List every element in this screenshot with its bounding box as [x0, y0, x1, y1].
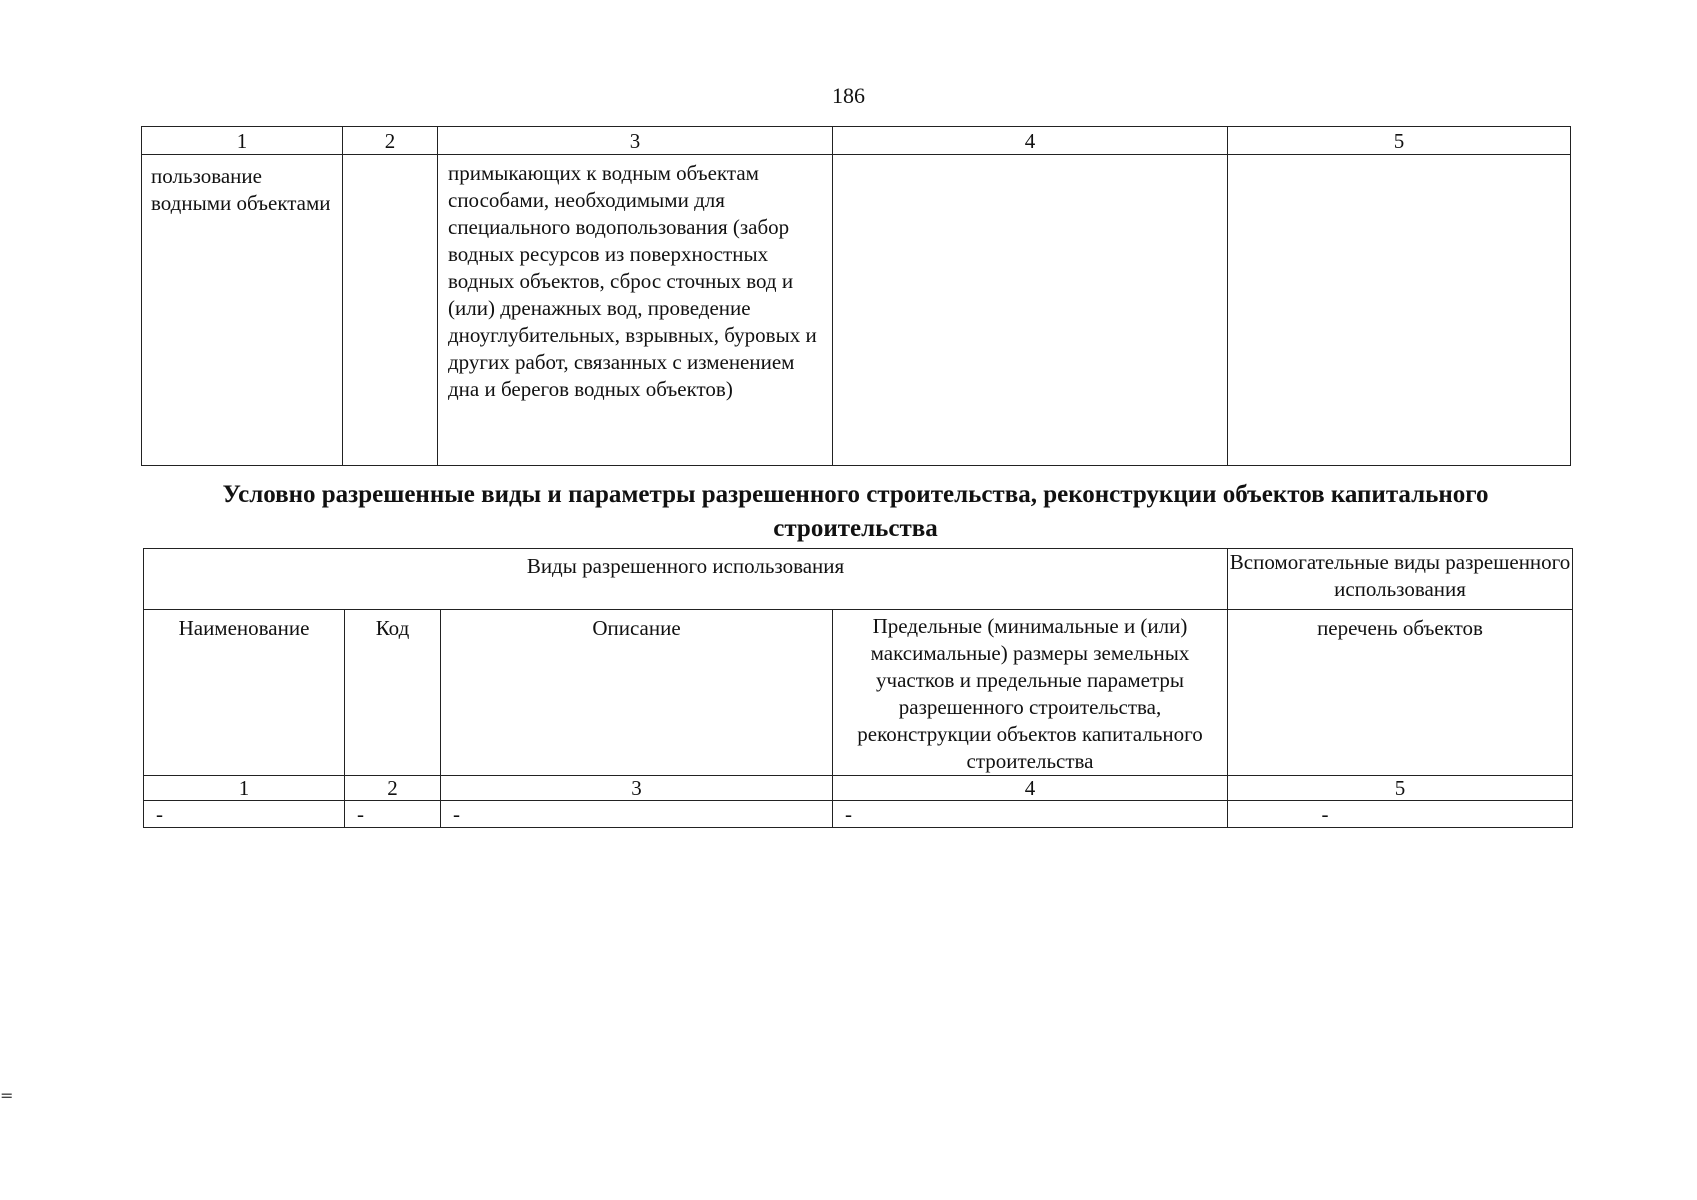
table-row	[142, 155, 1571, 466]
margin-mark: =	[0, 1086, 14, 1105]
use-description-cell: примыкающих к водным объектам способами, необходимыми для специального водопользования (забор водных ресурсов из поверхностных водных объектов, сброс сточных вод и (или) дренажных вод, проведение дноуглубительных, взрывных, буровых и других работ, связанных с изменением дна и берегов водных объектов)	[438, 155, 833, 466]
permitted-use-group-header: Виды разрешенного использования	[144, 549, 1228, 610]
use-code-cell	[343, 155, 438, 466]
description-column-header: Описание	[441, 610, 833, 776]
conditional-use-table	[143, 548, 1573, 828]
section-title: Условно разрешенные виды и параметры разрешенного строительства, реконструкции объектов капитального строительства	[222, 481, 1489, 542]
use-name-cell: пользование водными объектами	[142, 155, 343, 466]
object-list-column-header: перечень объектов	[1228, 610, 1573, 776]
code-column-header: Код	[345, 610, 441, 776]
column-number-cell: 5	[1228, 127, 1571, 155]
column-number-row	[142, 127, 1571, 155]
column-number-row	[144, 776, 1573, 801]
column-number-cell: 5	[1228, 776, 1573, 801]
empty-value-cell: -	[441, 801, 833, 828]
page-number: 186	[832, 83, 865, 108]
column-number-cell: 1	[142, 127, 343, 155]
column-number-cell: 4	[833, 776, 1228, 801]
use-params-cell	[833, 155, 1228, 466]
auxiliary-use-header: Вспомогательные виды разрешенного использования	[1228, 549, 1573, 610]
params-column-header: Предельные (минимальные и (или) максимальные) размеры земельных участков и предельные параметры разрешенного строительства, реконструкции объектов капитального строительства	[833, 610, 1228, 776]
column-number-cell: 3	[441, 776, 833, 801]
empty-value-cell: -	[1228, 801, 1573, 828]
permitted-use-table-continuation	[141, 126, 1571, 466]
column-number-cell: 2	[343, 127, 438, 155]
column-number-cell: 2	[345, 776, 441, 801]
name-column-header: Наименование	[144, 610, 345, 776]
group-header-row	[144, 549, 1573, 610]
use-aux-cell	[1228, 155, 1571, 466]
column-header-row	[144, 610, 1573, 776]
table-row	[144, 801, 1573, 828]
empty-value-cell: -	[144, 801, 345, 828]
empty-value-cell: -	[833, 801, 1228, 828]
column-number-cell: 1	[144, 776, 345, 801]
empty-value-cell: -	[345, 801, 441, 828]
column-number-cell: 3	[438, 127, 833, 155]
column-number-cell: 4	[833, 127, 1228, 155]
